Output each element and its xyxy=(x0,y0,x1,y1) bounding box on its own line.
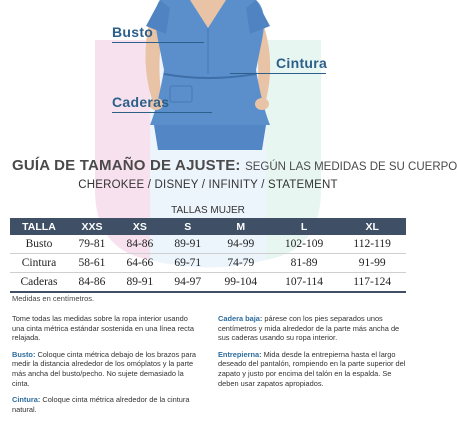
row-label: Busto xyxy=(10,235,68,254)
page-title xyxy=(12,157,457,175)
note-cintura xyxy=(12,395,202,414)
title-main: GUÍA DE TAMAÑO DE AJUSTE: xyxy=(12,157,241,174)
note-cadera-text: párese con los pies separados unos centímetros y mida alrededor de la parte más ancha de sus caderas usando su ropa interior. xyxy=(218,314,400,343)
header-cell: XXS xyxy=(68,218,116,235)
table-cell: 117-124 xyxy=(338,273,406,293)
table-row xyxy=(10,254,406,273)
table-cell: 84-86 xyxy=(116,235,164,254)
hero-section xyxy=(0,0,416,150)
header-cell: M xyxy=(212,218,270,235)
label-cintura-line xyxy=(230,73,326,74)
table-cell: 91-99 xyxy=(338,254,406,273)
header-cell: XL xyxy=(338,218,406,235)
table-row xyxy=(10,235,406,254)
table-cell: 102-109 xyxy=(270,235,338,254)
table-cell: 99-104 xyxy=(212,273,270,293)
note-entrepierna-text: Mida desde la entrepierna hasta el largo deseado del pantalón, rompiendo en la parte superior del zapato y justo por encima del talón en la espalda. Se deben usar zapatos apropiados. xyxy=(218,349,406,388)
table-cell: 112-119 xyxy=(338,235,406,254)
row-label: Caderas xyxy=(10,273,68,293)
table-cell: 94-99 xyxy=(212,235,270,254)
table-row xyxy=(10,273,406,293)
header-cell: TALLA xyxy=(10,218,68,235)
table-cell: 84-86 xyxy=(68,273,116,293)
table-cell: 107-114 xyxy=(270,273,338,293)
table-caption: TALLAS MUJER xyxy=(171,205,245,216)
label-cintura: Cintura xyxy=(276,55,328,71)
label-busto-line xyxy=(112,42,204,43)
label-busto: Busto xyxy=(112,24,154,40)
note-busto-label: Busto: xyxy=(12,349,36,359)
brands-line: CHEROKEE / DISNEY / INFINITY / STATEMENT xyxy=(78,179,338,191)
header-cell: L xyxy=(270,218,338,235)
note-cadera-label: Cadera baja: xyxy=(218,314,263,323)
note-entrepierna-label: Entrepierna: xyxy=(218,349,262,359)
note-busto xyxy=(12,350,202,388)
table-cell: 89-91 xyxy=(164,235,212,254)
table-cell: 79-81 xyxy=(68,235,116,254)
units-note: Medidas en centímetros. xyxy=(12,294,95,303)
label-caderas: Caderas xyxy=(112,94,170,110)
table-cell: 81-89 xyxy=(270,254,338,273)
table-cell: 94-97 xyxy=(164,273,212,293)
table-cell: 64-66 xyxy=(116,254,164,273)
title-subtitle: SEGÚN LAS MEDIDAS DE SU CUERPO xyxy=(245,161,457,173)
table-cell: 89-91 xyxy=(116,273,164,293)
note-busto-text: Coloque cinta métrica debajo de los brazos para medir la distancia alrededor de los omóplatos y la parte más ancha del busto/pecho. No sujete demasiado la cinta. xyxy=(12,349,197,388)
notes-right-column xyxy=(218,314,408,395)
notes-left-column xyxy=(12,314,202,421)
table-header-row xyxy=(10,218,406,235)
note-intro: Tome todas las medidas sobre la ropa interior usando una cinta métrica estándar sostenida en una línea recta relajada. xyxy=(12,314,195,343)
note-cadera-baja xyxy=(218,314,408,343)
row-label: Cintura xyxy=(10,254,68,273)
note-entrepierna xyxy=(218,350,408,388)
note-cintura-label: Cintura: xyxy=(12,395,41,405)
table-cell: 69-71 xyxy=(164,254,212,273)
model-figure xyxy=(0,0,416,150)
header-cell: S xyxy=(164,218,212,235)
table-cell: 58-61 xyxy=(68,254,116,273)
table-cell: 74-79 xyxy=(212,254,270,273)
size-table xyxy=(10,218,406,293)
header-cell: XS xyxy=(116,218,164,235)
label-caderas-line xyxy=(112,112,212,113)
note-cintura-text: Coloque cinta métrica alrededor de la cintura natural. xyxy=(12,395,190,414)
